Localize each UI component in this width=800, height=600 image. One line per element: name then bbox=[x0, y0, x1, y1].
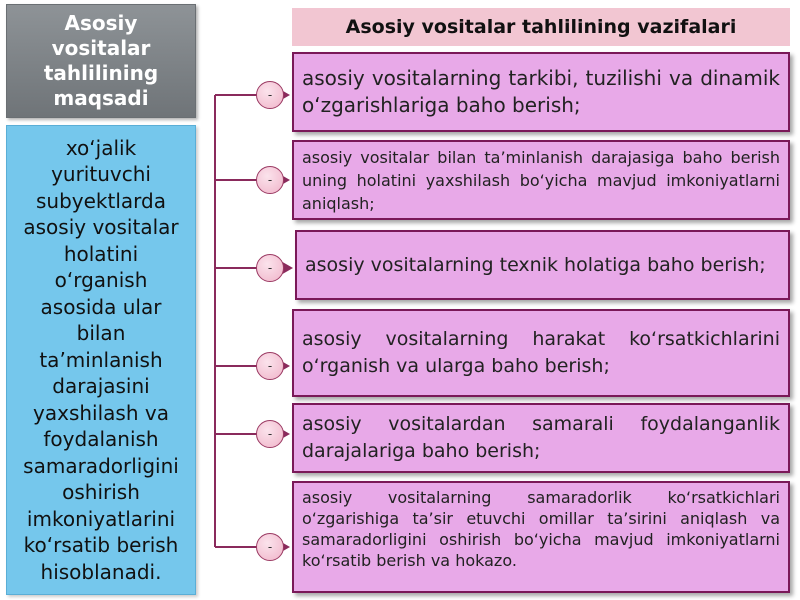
tasks-title-text: Asosiy vositalar tahlilining vazifalari bbox=[345, 16, 737, 38]
task-box-1 bbox=[292, 52, 790, 132]
task-text-2: asosiy vositalar bilan ta’minlanish darajasiga baho berish uning holatini yaxshilash bo‘yicha mavjud imkoniyatlarni aniqlash; bbox=[302, 147, 780, 213]
task-text-3: asosiy vositalarning texnik holatiga baho berish; bbox=[305, 253, 766, 276]
connector-node-2-label: - bbox=[267, 173, 273, 187]
connector-node-6-label: - bbox=[267, 540, 273, 554]
connector-node-3-label: - bbox=[267, 261, 273, 275]
goal-title-text: Asosiy vositalar tahlilining maqsadi bbox=[43, 11, 159, 110]
task-text-5: asosiy vositalardan samarali foydalanganlik darajalariga baho berish; bbox=[302, 413, 780, 462]
connector-node-6 bbox=[256, 533, 284, 561]
connector-node-3 bbox=[256, 254, 284, 282]
task-box-4 bbox=[292, 309, 790, 397]
connector-node-5-label: - bbox=[267, 427, 273, 441]
task-box-6 bbox=[292, 481, 790, 593]
task-text-1: asosiy vositalarning tarkibi, tuzilishi va dinamik o‘zgarishlariga baho berish; bbox=[302, 66, 780, 117]
connector-node-5 bbox=[256, 420, 284, 448]
connector-node-4-label: - bbox=[267, 359, 273, 373]
connector-node-1 bbox=[256, 81, 284, 109]
task-box-2 bbox=[292, 140, 790, 220]
connector-node-2 bbox=[256, 166, 284, 194]
connector-node-1-label: - bbox=[267, 88, 273, 102]
task-box-5 bbox=[292, 403, 790, 473]
task-text-6: asosiy vositalarning samaradorlik ko‘rsatkichlari o‘zgarishiga ta’sir etuvchi omillar ta’sirini aniqlash va samaradorligini oshirish bo‘yicha mavjud imkoniyatlarni ko‘rsatib berish va hokazo. bbox=[302, 488, 780, 570]
task-box-3 bbox=[295, 230, 790, 300]
task-text-4: asosiy vositalarning harakat ko‘rsatkichlarini o‘rganish va ularga baho berish; bbox=[302, 328, 780, 377]
goal-description-text: xo‘jalik yurituvchi subyektlarda asosiy vositalar holatini o‘rganish asosida ular bilan ta’minlanish darajasini yaxshilash va foydalanish samaradorligini oshirish imkoniyatlarini ko‘rsatib berish hisoblanadi. bbox=[23, 135, 179, 584]
connector-node-4 bbox=[256, 352, 284, 380]
